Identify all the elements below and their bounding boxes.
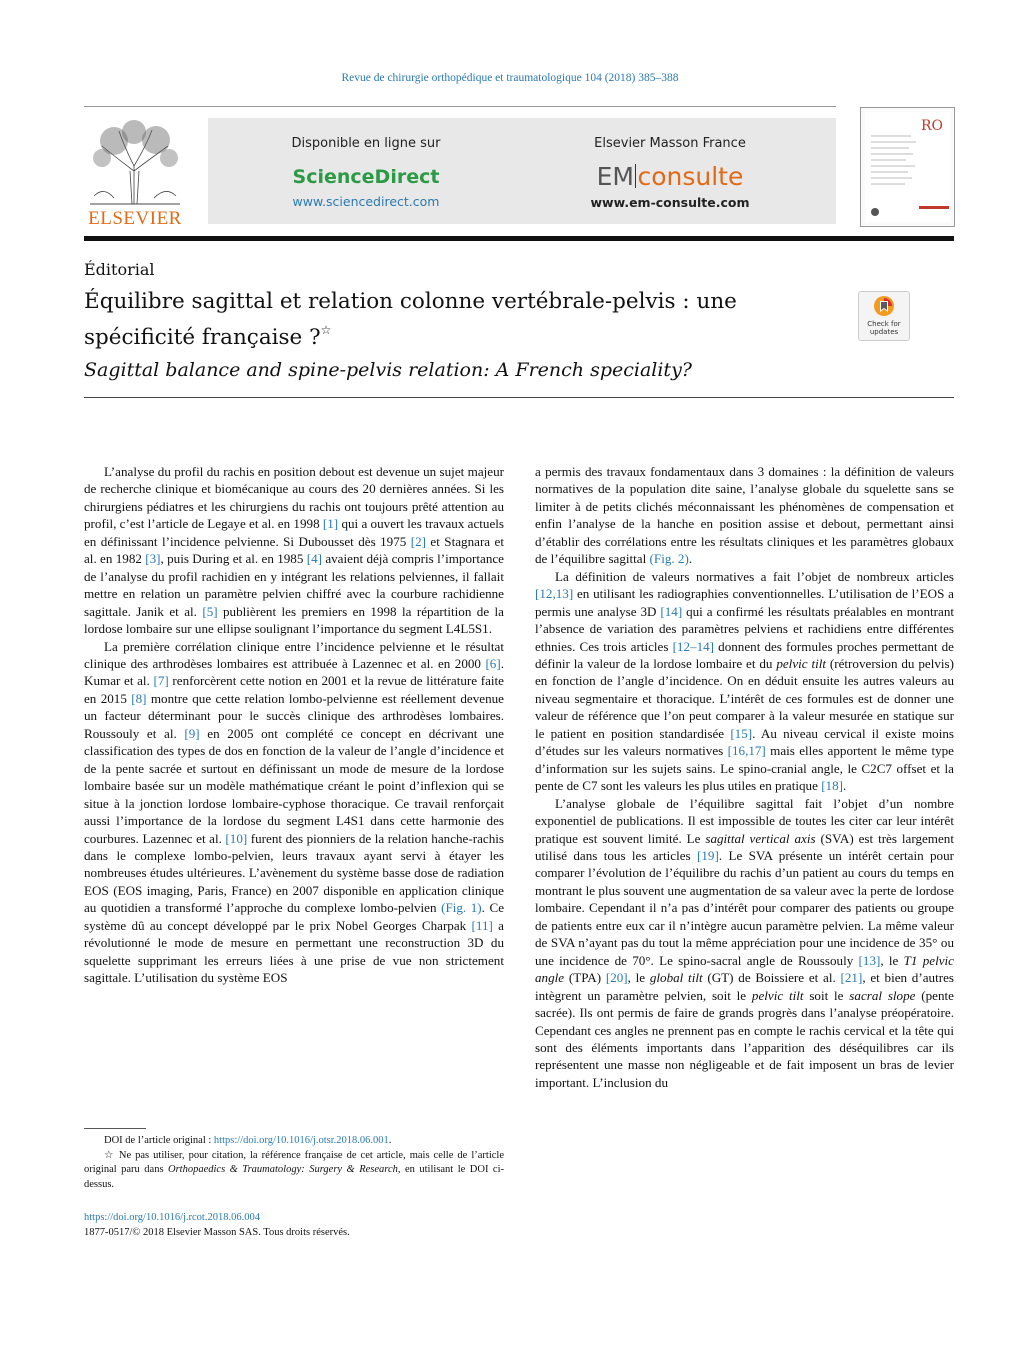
journal-cover-thumbnail	[860, 107, 955, 227]
text-run: mais elles apportent le même type d’information sur les sujets sains. Le spino-cranial angle, le C2C7 offset et la pente de C7 sont les valeurs les plus utiles en pratique	[535, 743, 954, 794]
text-run: . Kumar et al.	[84, 655, 504, 689]
text-run: publièrent les premiers en 1998 la répartition de la lordose lombaire sur une ellipse soulignant l’importance du segment L4L5S1.	[84, 603, 504, 637]
elsevier-tree-icon	[84, 116, 186, 206]
citation-link[interactable]: [19]	[697, 847, 719, 863]
elsevier-logo	[84, 116, 186, 231]
article-title-text: Équilibre sagittal et relation colonne vertébrale-pelvis : une spécificité française ?	[84, 289, 737, 350]
footnote-doi	[84, 1134, 504, 1149]
citation-link[interactable]: [12,13]	[535, 586, 574, 602]
text-run: a révolutionné le mode de mesure en permettant une reconstruction 3D du squelette supprimant les erreurs liées à une prise de vue non strictement sagittale. L’utilisation du système EOS	[84, 917, 504, 986]
sciencedirect-block	[216, 118, 516, 224]
paragraph	[535, 463, 954, 568]
text-run: . Le SVA présente un intérêt certain pour comparer l’évolution de l’équilibre du rachis d’un patient au cours du temps en montrant le plus souvent une augmentation de sa valeur avec la perte de lordose lombaire. Cependant il n’a pas d’intérêt pour comparer des patients ou groupe de patients entre eux car il n’intègre aucun paramètre pelvien. La même valeur de SVA n’ayant pas du tout la même appréciation pour une incidence de 35° ou une incidence de 70°. Le spino-sacral angle de Roussouly	[535, 847, 954, 968]
citation-link[interactable]: [6]	[485, 655, 501, 671]
text-run: , le	[880, 952, 904, 968]
citation-link[interactable]: [1]	[322, 516, 339, 532]
text-run: (TPA)	[564, 970, 606, 986]
italic-term: pelvic tilt	[776, 655, 827, 671]
text-run: (rétroversion du pelvis) en fonction de l’angle d’incidence. On en déduit ensuite les autres valeurs au niveau segmentaire et thoracique. L’intérêt de ces formules est de donner une valeur de référence que l’on peut comparer à la valeur mesurée en statique sur le patient en position standardisée	[535, 655, 954, 741]
citation-link[interactable]: [14]	[660, 603, 683, 619]
footnotes	[84, 1134, 504, 1192]
text-run: avaient déjà compris l’importance de l’analyse du profil rachidien en y intégrant les relations pelviennes, il fallait mettre en relation un paramètre pelvien chiffré avec la courbure rachidienne sagittale. Janik et al.	[84, 551, 504, 619]
article-doi-link[interactable]: https://doi.org/10.1016/j.rcot.2018.06.004	[84, 1212, 260, 1223]
text-run: en 2005 ont complété ce concept en décrivant une classification des types de dos en fonction de la valeur de l’angle d’incidence et de la pente sacrée et surtout en définissant un mode de mesure de la lordose lombaire basée sur un modèle mathématique créant le point d’inflexion qui se situe à la jonction lordose lombaire-cyphose thoracique. Ce travail renforçait aussi l’importance de la lordose du segment L4S1 dans cette harmonie des courbures. Lazennec et al.	[84, 725, 504, 846]
citation-link[interactable]: [8]	[131, 690, 147, 706]
text-run: (SVA) est très largement utilisé dans tous les articles	[535, 830, 954, 863]
consulte-letters: consulte	[637, 162, 744, 191]
citation-link[interactable]: [20]	[605, 970, 628, 986]
title-rule	[84, 397, 954, 398]
text-run: .	[688, 551, 693, 567]
sciencedirect-name[interactable]: ScienceDirect	[292, 166, 440, 188]
title-footnote-mark[interactable]: ☆	[320, 323, 332, 337]
elsevier-wordmark: ELSEVIER	[88, 208, 182, 229]
italic-term: global tilt	[649, 970, 703, 986]
article-title	[84, 287, 844, 352]
citation-link[interactable]: [4]	[306, 551, 322, 567]
article-subtitle: Sagittal balance and spine-pelvis relation: A French speciality?	[84, 359, 692, 381]
italic-term: pelvic tilt	[751, 987, 804, 1003]
italic-term: T1 pelvic angle	[535, 952, 954, 986]
text-run: soit le	[803, 987, 850, 1003]
original-doi-link[interactable]: https://doi.org/10.1016/j.otsr.2018.06.001	[213, 1135, 389, 1146]
citation-link[interactable]: [16,17]	[727, 743, 766, 759]
citation-link[interactable]: [11]	[471, 917, 493, 933]
citation-link[interactable]: [3]	[145, 551, 161, 567]
citation-link[interactable]: [18]	[821, 778, 844, 794]
left-column	[84, 463, 504, 987]
text-run: furent des pionniers de la relation hanche-rachis dans le complexe lombo-pelvien, leurs travaux ayant servi à étayer les nombreuses études ultérieures. L’avènement du système basse dose de radiation EOS (EOS imaging, Paris, France) en 2007 disponible en application clinique au quotidien a transformé l’approche du complexe lombo-pelvien	[84, 830, 504, 916]
paragraph	[535, 795, 954, 1092]
emconsulte-link[interactable]: www.em-consulte.com	[590, 195, 750, 210]
journal-citation[interactable]: Revue de chirurgie orthopédique et traumatologique 104 (2018) 385–388	[341, 72, 679, 84]
em-letters: EM	[596, 162, 634, 191]
svg-text:RO: RO	[921, 118, 944, 134]
emconsulte-block	[520, 118, 820, 224]
figure-link[interactable]: (Fig. 1)	[441, 900, 482, 916]
footnote-star	[84, 1149, 504, 1193]
journal-name: Orthopaedics & Traumatology: Surgery & Research	[168, 1164, 398, 1175]
footnote-star-mark: ☆	[104, 1149, 115, 1161]
paragraph	[84, 638, 504, 987]
journal-cover-icon	[861, 108, 954, 226]
citation-link[interactable]: [9]	[184, 725, 200, 741]
text-run: donnent des formules proches permettant de définir la valeur de la lordose lombaire et du	[535, 638, 954, 671]
text-run: et Stagnara et al. en 1982	[84, 533, 505, 567]
citation-link[interactable]: [13]	[858, 952, 881, 968]
text-run: a permis des travaux fondamentaux dans 3 domaines : la définition de valeurs normatives de la population dite saine, l’analyse globale du squelette sans se limiter à de petits clichés méconnaissant les phénomènes de compensation et enfin l’analyse de la hanche en position assise et debout, permettant ainsi d’établir des corrélations entre les résultats cliniques et les paramètres globaux de l’équilibre sagittal	[535, 464, 954, 567]
text-run: qui a confirmé les résultats préalables en montrant l’absence de variation des paramètres pelviens et rachidiens entre différentes ethnies. Ces trois articles	[535, 603, 955, 654]
check-for-updates-label: Check for updates	[867, 320, 901, 336]
citation-link[interactable]: [15]	[730, 725, 753, 741]
text-run: (pente sacrée). Ils ont permis de faire de grands progrès dans l’analyse préopératoire. Cependant ces angles ne prennent pas en compte le rachis cervical et la tête qui sont des éléments importants dans l’apparition des déséquilibres car ils représentent une masse non négligeable et de fait imposent un bras de levier important. L’inclusion du	[535, 987, 954, 1090]
emconsulte-label: Elsevier Masson France	[594, 136, 746, 151]
citation-link[interactable]: [2]	[410, 533, 426, 549]
footnote-doi-label: DOI de l’article original :	[104, 1135, 214, 1146]
text-run: . Ce système dû au concept développé par le prix Nobel Georges Charpak	[84, 900, 505, 933]
masthead-rule	[84, 236, 954, 241]
text-run: qui a ouvert les travaux actuels en définissant l’incidence pelvienne. Si Dubousset dès 1975	[84, 516, 504, 549]
check-for-updates-badge[interactable]	[858, 291, 910, 341]
text-run: (GT) de Boissiere et al.	[702, 970, 841, 986]
citation-link[interactable]: [10]	[225, 830, 248, 846]
citation-link[interactable]: [7]	[153, 673, 169, 689]
text-run: , le	[627, 970, 650, 986]
section-label: Éditorial	[84, 260, 155, 279]
issn-copyright: 1877-0517/© 2018 Elsevier Masson SAS. Tous droits réservés.	[84, 1227, 350, 1238]
citation-link[interactable]: [5]	[202, 603, 218, 619]
text-run: montre que cette relation lombo-pelvienne est réellement devenue un facteur déterminant pour le succès clinique des arthrodèses lombaires. Roussouly et al.	[84, 690, 504, 741]
text-run: .	[843, 778, 847, 794]
sciencedirect-label: Disponible en ligne sur	[291, 136, 441, 151]
text-run: , puis During et al. en 1985	[160, 551, 307, 567]
access-banner	[208, 118, 836, 224]
text-run: . Au niveau cervical il existe moins d’études sur les valeurs normatives	[535, 725, 955, 759]
sciencedirect-link[interactable]: www.sciencedirect.com	[292, 194, 440, 209]
text-run: , en utilisant le DOI ci-dessus.	[84, 1164, 504, 1190]
paragraph	[84, 463, 504, 638]
paragraph	[535, 568, 954, 795]
text-run: La définition de valeurs normatives a fait l’objet de nombreux articles	[555, 568, 954, 584]
text-run: Ne pas utiliser, pour citation, la référence française de cet article, mais celle de l’article original paru dans	[84, 1149, 504, 1175]
footnote-rule	[84, 1128, 146, 1129]
italic-term: sacral slope	[849, 987, 916, 1003]
text-run: renforcèrent cette notion en 2001 et la revue de littérature faite en 2015	[84, 673, 504, 706]
italic-term: sagittal vertical axis	[705, 830, 816, 846]
right-column	[535, 463, 954, 1091]
text-run: L’analyse du profil du rachis en position debout est devenue un sujet majeur de recherche clinique et biomécanique au cours des 20 dernières années. Si les chirurgiens pédiatres et les chirurgiens du rachis ont toujours prêté attention au profil, c’est l’article de Legaye et al. en 1998	[84, 464, 504, 532]
text-run: , et bien d’autres intègrent un paramètre pelvien, soit le	[535, 970, 954, 1003]
text-run: en utilisant les radiographies conventionnelles. L’utilisation de l’EOS a permis une analyse 3D	[535, 586, 954, 619]
header-rule	[84, 106, 836, 107]
text-run: La première corrélation clinique entre l’incidence pelvienne et le résultat clinique des arthrodèses lombaires est attribuée à Lazennec et al. en 2000	[84, 638, 504, 671]
emconsulte-logo[interactable]	[520, 162, 820, 191]
text-run: .	[388, 1135, 392, 1146]
bookmark-icon	[859, 292, 909, 320]
text-run: L’analyse globale de l’équilibre sagittal fait l’objet d’un nombre exponentiel de publications. Il est impossible de toutes les citer car leur intérêt pratique est souvent limité. Le	[535, 795, 954, 846]
citation-link[interactable]: [12–14]	[672, 638, 715, 654]
figure-link[interactable]: (Fig. 2)	[649, 551, 689, 567]
citation-link[interactable]: [21]	[840, 970, 863, 986]
